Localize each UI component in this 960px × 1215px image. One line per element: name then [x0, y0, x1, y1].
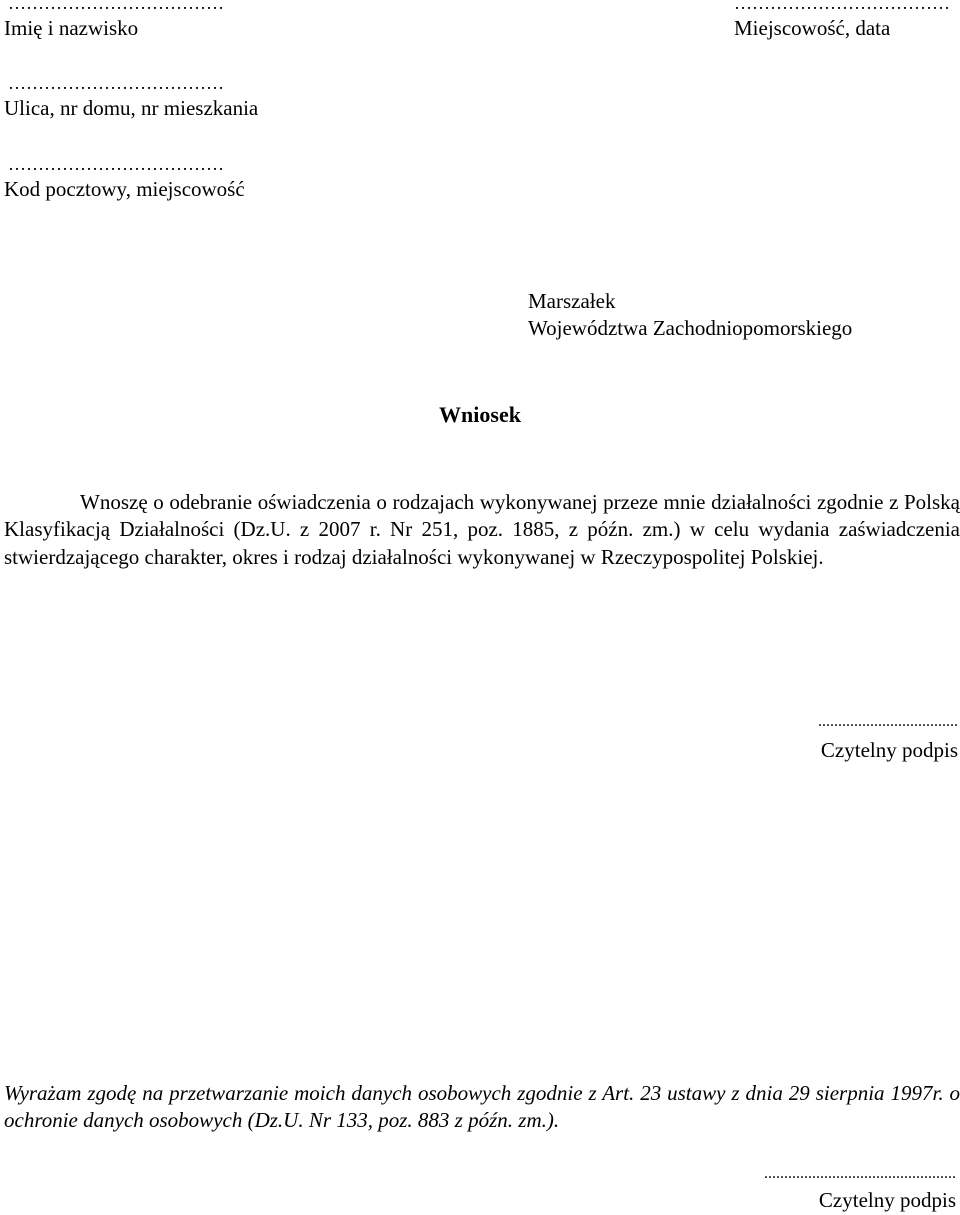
- request-body-text: Wnoszę o odebranie oświadczenia o rodzajach wykonywanej przeze mnie działalności zgodnie z Polską Klasyfikacją Działalności (Dz.U. z 2007 r. Nr 251, poz. 1885, z późn. zm.) w celu wydania zaświadczenia stwierdzającego charakter, okres i rodzaj działalności wykonywanej w Rzeczypospolitej Polskiej.: [4, 490, 960, 569]
- request-body: [4, 489, 960, 571]
- signature-field-1: [818, 714, 958, 761]
- sender-name-dots: ………………………………: [8, 0, 224, 13]
- sender-street-dots: ………………………………: [8, 73, 224, 93]
- signature-1-label: Czytelny podpis: [820, 738, 958, 762]
- signature-2-dots: ................................................: [764, 1165, 956, 1182]
- sender-name-label: Imię i nazwisko: [4, 16, 139, 40]
- signature-field-2: [764, 1166, 956, 1211]
- place-date-field: [734, 0, 950, 39]
- sender-street-field: [4, 74, 404, 119]
- addressee-line-2: Województwa Zachodniopomorskiego: [528, 315, 853, 340]
- sender-postal-field: [4, 155, 404, 200]
- data-consent-text: Wyrażam zgodę na przetwarzanie moich danych osobowych zgodnie z Art. 23 ustawy z dnia 29 sierpnia 1997r. o ochronie danych osobowych (Dz.U. Nr 133, poz. 883 z późn. zm.).: [4, 1081, 960, 1133]
- addressee-line-1: Marszałek: [528, 289, 616, 313]
- sender-postal-dots: ………………………………: [8, 154, 224, 174]
- place-date-label: Miejscowość, data: [734, 16, 891, 40]
- sender-name-field: [4, 0, 404, 39]
- signature-2-label: Czytelny podpis: [818, 1188, 956, 1212]
- signature-1-dots: ...................................: [818, 713, 958, 730]
- sender-street-label: Ulica, nr domu, nr mieszkania: [4, 96, 259, 120]
- place-date-dots: ………………………………: [734, 0, 950, 13]
- sender-postal-label: Kod pocztowy, miejscowość: [4, 177, 245, 201]
- addressee-block: [528, 288, 852, 342]
- document-title: Wniosek: [439, 402, 521, 427]
